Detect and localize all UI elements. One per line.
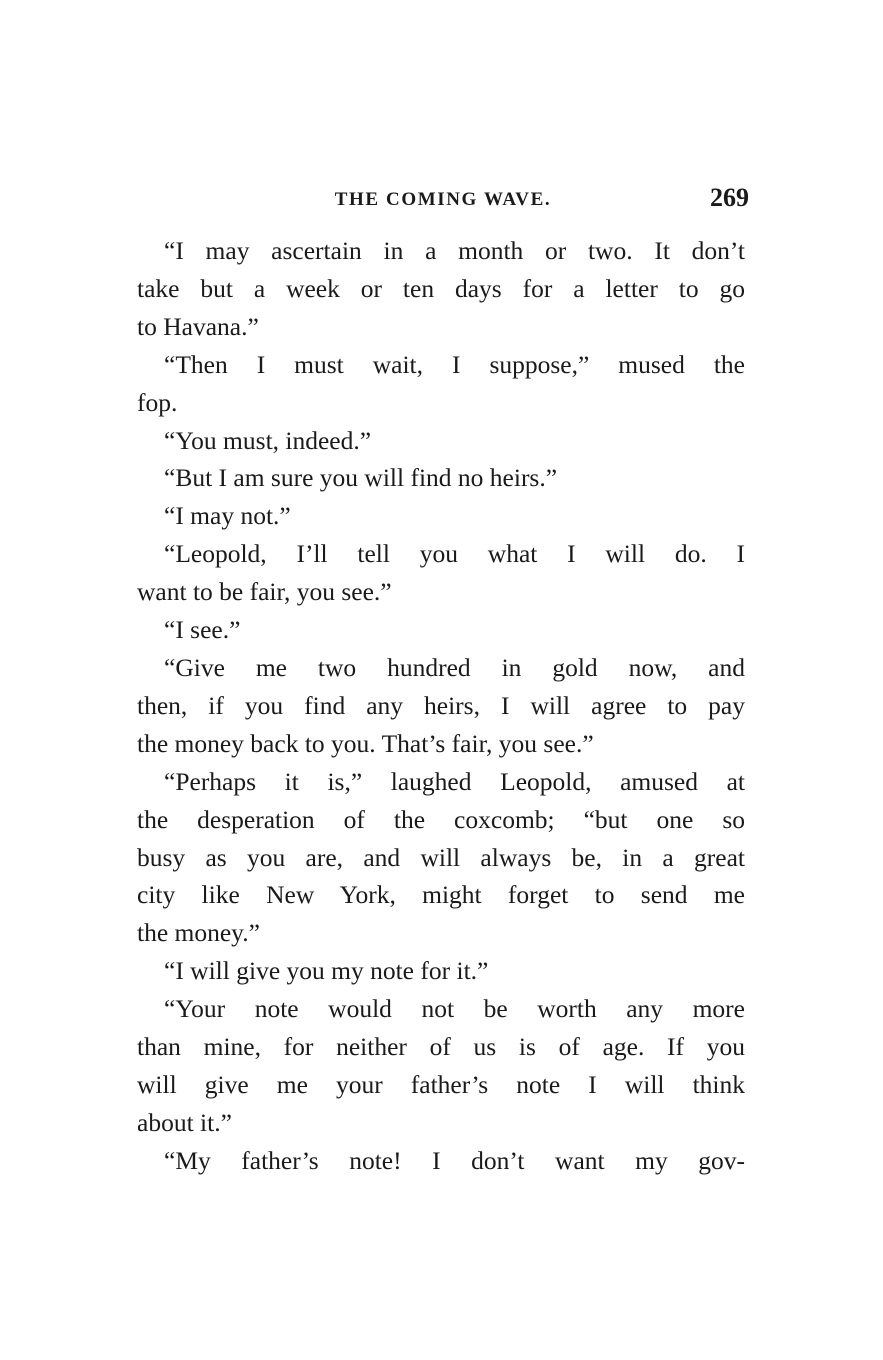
text-line: busy as you are, and will always be, in a great: [137, 842, 745, 872]
text-line: “I may ascertain in a month or two. It don’t: [164, 236, 745, 265]
paragraph: [137, 459, 745, 497]
text-line: the money back to you. That’s fair, you see.”: [137, 728, 594, 758]
text-line: “Then I must wait, I suppose,” mused the: [164, 349, 745, 379]
text-line: take but a week or ten days for a letter to go: [137, 273, 745, 303]
text-line: “You must, indeed.”: [164, 425, 372, 455]
text-line: “But I am sure you will find no heirs.”: [164, 463, 558, 493]
text-line: “I see.”: [164, 615, 241, 645]
paragraph: [137, 952, 745, 990]
paragraph: [137, 422, 745, 460]
running-title: THE COMING WAVE.: [334, 189, 552, 210]
text-line: the desperation of the coxcomb; “but one so: [137, 804, 745, 834]
paragraph: [137, 535, 745, 611]
paragraph: [137, 763, 745, 953]
paragraph: [137, 649, 745, 763]
text-line: city like New York, might forget to send me: [137, 880, 745, 910]
text-line: will give me your father’s note I will think: [137, 1069, 745, 1099]
paragraph: [137, 1142, 745, 1180]
text-line: “I will give you my note for it.”: [164, 956, 489, 986]
paragraph: [137, 497, 745, 535]
text-line: want to be fair, you see.”: [137, 577, 392, 607]
text-line: to Havana.”: [137, 311, 259, 341]
text-line: the money.”: [137, 918, 260, 948]
page-number: 269: [710, 183, 749, 212]
text-line: “Your note would not be worth any more: [164, 994, 745, 1024]
text-line: “Give me two hundred in gold now, and: [164, 652, 745, 682]
text-line: “Leopold, I’ll tell you what I will do. I: [164, 539, 745, 569]
text-line: then, if you find any heirs, I will agree to pay: [137, 690, 745, 720]
text-line: than mine, for neither of us is of age. If you: [137, 1032, 745, 1062]
text-line: “Perhaps it is,” laughed Leopold, amused at: [164, 766, 745, 796]
running-head: [137, 183, 749, 216]
paragraph: [137, 990, 745, 1142]
text-line: fop.: [137, 387, 178, 417]
body-text: [137, 232, 745, 1180]
paragraph: [137, 232, 745, 346]
text-line: “I may not.”: [164, 501, 291, 531]
paragraph: [137, 346, 745, 422]
text-line: “My father’s note! I don’t want my gov-: [164, 1145, 745, 1175]
paragraph: [137, 611, 745, 649]
text-line: about it.”: [137, 1107, 232, 1137]
